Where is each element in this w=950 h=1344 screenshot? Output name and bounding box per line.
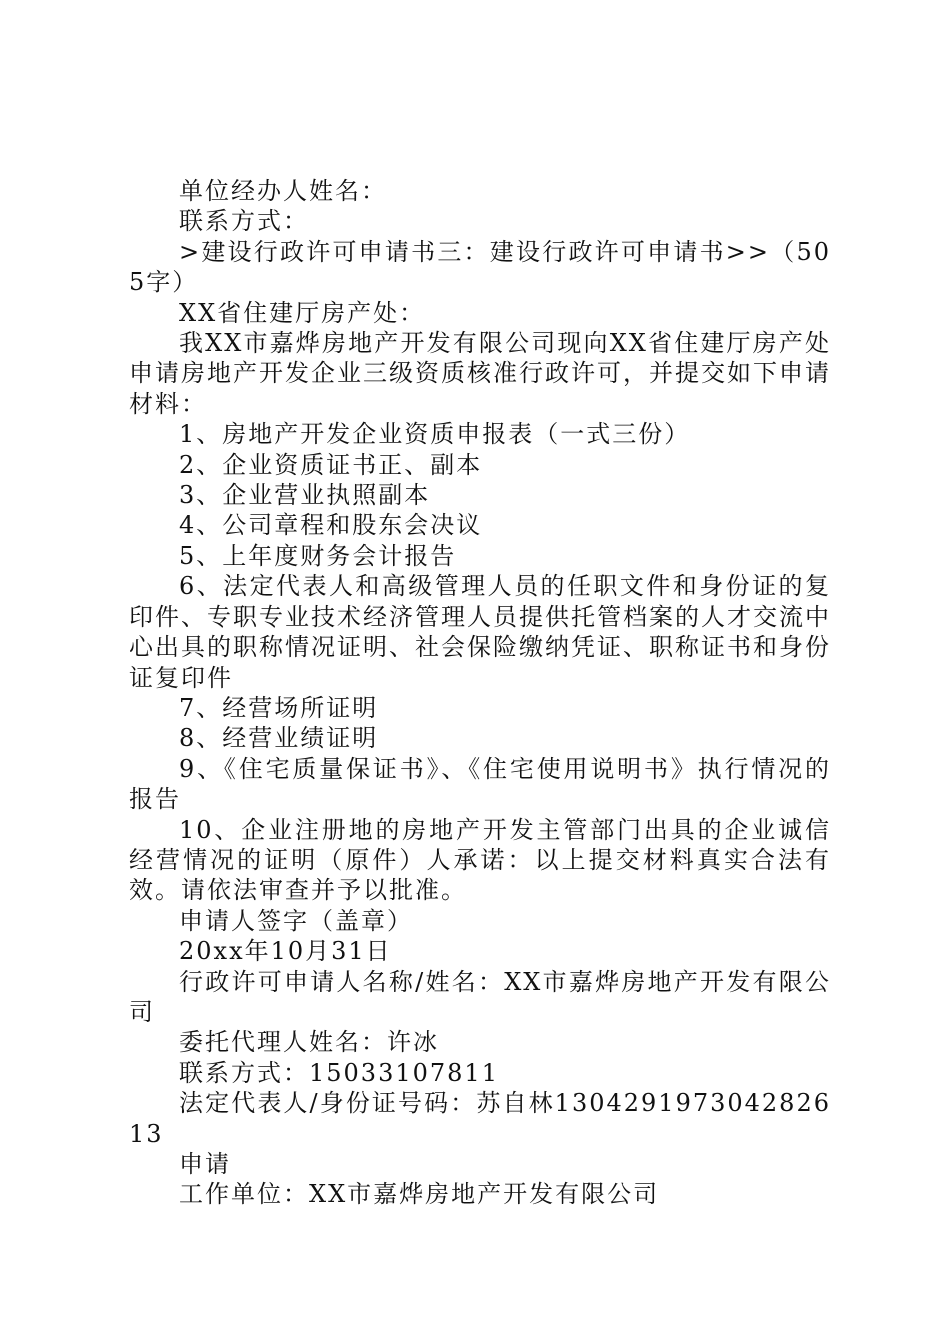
legal-representative-line: 法定代表人/身份证号码：苏自林130429197304282613 xyxy=(129,1089,831,1148)
contact-line: 联系方式： xyxy=(179,207,309,236)
apply-line: 申请 xyxy=(179,1150,231,1178)
applicant-signature-line: 申请人签字（盖章） xyxy=(179,906,413,935)
material-item-4: 4、公司章程和股东会决议 xyxy=(179,511,483,540)
material-item-3: 3、企业营业执照副本 xyxy=(179,481,431,510)
material-item-7: 7、经营场所证明 xyxy=(179,693,379,722)
applicant-name-line: 行政许可申请人名称/姓名：XX市嘉烨房地产开发有限公司 xyxy=(129,967,831,1026)
document-body xyxy=(129,176,831,1210)
addressee-line: XX省住建厅房产处： xyxy=(179,298,426,327)
handler-name-line: 单位经办人姓名： xyxy=(179,177,387,205)
phone-line: 联系方式：15033107811 xyxy=(179,1058,499,1087)
material-item-10: 10、企业注册地的房地产开发主管部门出具的企业诚信经营情况的证明（原件）人承诺：以上提交材料真实合法有效。请依法审查并予以批准。 xyxy=(129,815,831,905)
agent-name-line: 委托代理人姓名：许冰 xyxy=(179,1028,439,1057)
material-item-9: 9、《住宅质量保证书》、《住宅使用说明书》执行情况的报告 xyxy=(129,754,831,814)
material-item-6: 6、法定代表人和高级管理人员的任职文件和身份证的复印件、专职专业技术经济管理人员提供托管档案的人才交流中心出具的职称情况证明、社会保险缴纳凭证、职称证书和身份证复印件 xyxy=(129,572,831,692)
section-heading: >建设行政许可申请书三：建设行政许可申请书>>（505字） xyxy=(129,237,831,297)
material-item-5: 5、上年度财务会计报告 xyxy=(179,541,457,570)
material-item-8: 8、经营业绩证明 xyxy=(179,724,379,753)
work-unit-line: 工作单位：XX市嘉烨房地产开发有限公司 xyxy=(179,1180,660,1209)
material-item-1: 1、房地产开发企业资质申报表（一式三份） xyxy=(179,420,691,449)
date-line: 20xx年10月31日 xyxy=(179,937,392,966)
application-statement: 我XX市嘉烨房地产开发有限公司现向XX省住建厅房产处申请房地产开发企业三级资质核准行政许可，并提交如下申请材料： xyxy=(129,329,831,418)
material-item-2: 2、企业资质证书正、副本 xyxy=(179,450,483,479)
